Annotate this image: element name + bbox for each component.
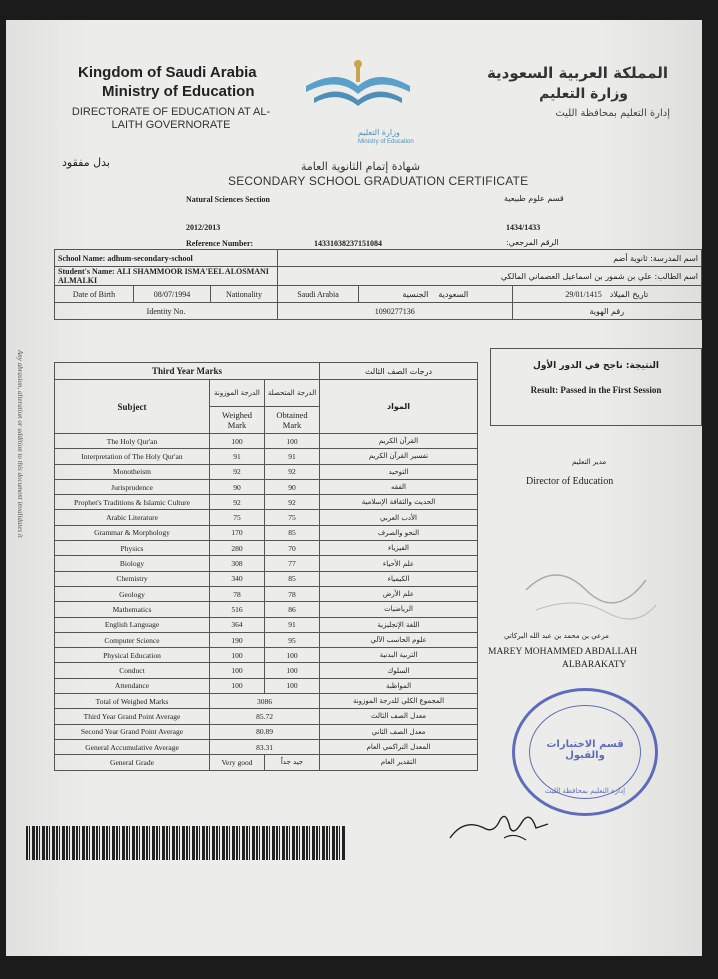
student-label: Student's Name: xyxy=(58,267,115,276)
student-name-ar: اسم الطالب: علي بن شمور بن اسماعيل العصماني المالكي xyxy=(278,267,702,286)
summary-row xyxy=(55,694,478,709)
subject-en: Physical Education xyxy=(55,648,210,663)
summary-label-en: Total of Weighed Marks xyxy=(55,694,210,709)
summary-value: 83.31 xyxy=(210,739,320,754)
subject-rows xyxy=(55,434,478,694)
director-title-ar: مدير التعليم xyxy=(572,458,607,466)
directorate-line1: DIRECTORATE OF EDUCATION AT AL- xyxy=(71,106,271,118)
subject-ar: الأدب العربي xyxy=(320,510,478,525)
weighed-mark: 92 xyxy=(210,495,265,510)
marks-table xyxy=(54,362,478,771)
side-note: Any abrasion, alteration or addition to this document invalidates it xyxy=(16,350,24,538)
weighed-mark: 340 xyxy=(210,571,265,586)
section-ar: قسم علوم طبيعية xyxy=(504,194,564,203)
summary-label-en: Second Year Grand Point Average xyxy=(55,724,210,739)
col-subject: Subject xyxy=(55,380,210,434)
weighed-mark: 91 xyxy=(210,449,265,464)
subject-row xyxy=(55,617,478,632)
obtained-mark: 100 xyxy=(265,434,320,449)
subject-ar: الحديث والثقافة الإسلامية xyxy=(320,495,478,510)
summary-label-ar: المعدل التراكمي العام xyxy=(320,739,478,754)
nationality-value-ar: السعودية xyxy=(438,289,469,299)
weighed-mark: 364 xyxy=(210,617,265,632)
subject-ar: علم الأرض xyxy=(320,586,478,601)
year-hijri: 1434/1433 xyxy=(506,223,541,232)
summary-row xyxy=(55,724,478,739)
weighed-mark: 90 xyxy=(210,479,265,494)
weighed-mark: 280 xyxy=(210,541,265,556)
obtained-mark: 100 xyxy=(265,678,320,693)
subject-row xyxy=(55,434,478,449)
obtained-mark: 78 xyxy=(265,586,320,601)
subject-en: Computer Science xyxy=(55,632,210,647)
obtained-mark: 90 xyxy=(265,479,320,494)
subject-en: English Language xyxy=(55,617,210,632)
subject-ar: السلوك xyxy=(320,663,478,678)
weighed-mark: 100 xyxy=(210,434,265,449)
obtained-mark: 100 xyxy=(265,648,320,663)
replacement-note: بدل مفقود xyxy=(62,156,110,169)
summary-row xyxy=(55,709,478,724)
summary-value: 3086 xyxy=(210,694,320,709)
dob-value: 08/07/1994 xyxy=(134,286,211,303)
subject-ar: علم الأحياء xyxy=(320,556,478,571)
weighed-mark: 92 xyxy=(210,464,265,479)
subject-en: Grammar & Morphology xyxy=(55,525,210,540)
marks-title-en: Third Year Marks xyxy=(55,363,320,380)
section-en: Natural Sciences Section xyxy=(186,195,270,204)
grade-value-ar: جيد جداً xyxy=(265,755,320,770)
result-ar: النتيجة: ناجح في الدور الأول xyxy=(533,361,659,371)
subject-en: Jurisprudence xyxy=(55,479,210,494)
subject-row xyxy=(55,586,478,601)
obtained-mark: 86 xyxy=(265,602,320,617)
marks-title-ar: درجات الصف الثالث xyxy=(320,363,478,380)
ministry-title-ar: وزارة التعليم xyxy=(539,86,628,102)
weighed-mark: 170 xyxy=(210,525,265,540)
subject-row xyxy=(55,495,478,510)
subject-ar: التوحيد xyxy=(320,464,478,479)
subject-en: Geology xyxy=(55,586,210,601)
subject-ar: اللغة الإنجليزية xyxy=(320,617,478,632)
director-name-en-line1: MAREY MOHAMMED ABDALLAH xyxy=(488,647,638,657)
summary-rows xyxy=(55,694,478,755)
subject-ar: التربية البدنية xyxy=(320,648,478,663)
subject-en: Interpretation of The Holy Qur'an xyxy=(55,449,210,464)
subject-row xyxy=(55,449,478,464)
reference-label-en: Reference Number: xyxy=(186,239,254,248)
subject-ar: الفيزياء xyxy=(320,541,478,556)
weighed-mark: 100 xyxy=(210,648,265,663)
identity-label: Identity No. xyxy=(55,303,278,320)
subject-row xyxy=(55,602,478,617)
grade-value: Very good xyxy=(210,755,265,770)
result-box xyxy=(490,348,702,426)
subject-en: Physics xyxy=(55,541,210,556)
summary-label-ar: المجموع الكلي للدرجة الموزونة xyxy=(320,694,478,709)
subject-row xyxy=(55,464,478,479)
dob-label-ar: تاريخ الميلاد xyxy=(609,289,649,299)
kingdom-title-ar: المملكة العربية السعودية xyxy=(486,64,668,82)
obtained-mark: 92 xyxy=(265,495,320,510)
subject-ar: النحو والصرف xyxy=(320,525,478,540)
director-name-ar: مرعي بن محمد بن عبد الله البركاتي xyxy=(504,632,609,640)
subject-en: Arabic Literature xyxy=(55,510,210,525)
subject-ar: الرياضيات xyxy=(320,602,478,617)
school-label: School Name: xyxy=(58,253,106,263)
subject-ar: الكيمياء xyxy=(320,571,478,586)
subject-row xyxy=(55,632,478,647)
weighed-mark: 75 xyxy=(210,510,265,525)
kingdom-title-en: Kingdom of Saudi Arabia xyxy=(78,64,257,81)
weighed-mark: 516 xyxy=(210,602,265,617)
subject-en: Biology xyxy=(55,556,210,571)
subject-row xyxy=(55,678,478,693)
ministry-title-en: Ministry of Education xyxy=(102,83,255,100)
nationality-value: Saudi Arabia xyxy=(278,286,359,303)
barcode-icon xyxy=(26,826,346,860)
signature-icon xyxy=(444,798,554,848)
student-value: ALI SHAMMOOR ISMA'EEL ALOSMANI ALMALKI xyxy=(58,267,269,285)
subject-row xyxy=(55,648,478,663)
col-weighed: Weighed Mark xyxy=(210,407,265,434)
logo-text-ar: وزارة التعليم xyxy=(358,128,400,137)
subject-ar: القرآن الكريم xyxy=(320,434,478,449)
nationality-label-ar: الجنسية xyxy=(402,289,429,299)
weighed-mark: 100 xyxy=(210,678,265,693)
subject-ar: تفسير القرآن الكريم xyxy=(320,449,478,464)
subject-en: Chemistry xyxy=(55,571,210,586)
subject-row xyxy=(55,510,478,525)
official-stamp-icon xyxy=(512,688,658,816)
school-name-cell xyxy=(55,250,278,267)
subject-row xyxy=(55,556,478,571)
subject-ar: علوم الحاسب الآلي xyxy=(320,632,478,647)
obtained-mark: 85 xyxy=(265,571,320,586)
grade-label: General Grade xyxy=(55,755,210,770)
obtained-mark: 85 xyxy=(265,525,320,540)
obtained-mark: 75 xyxy=(265,510,320,525)
weighed-mark: 100 xyxy=(210,663,265,678)
subject-row xyxy=(55,663,478,678)
director-title-en: Director of Education xyxy=(526,476,614,487)
weighed-mark: 190 xyxy=(210,632,265,647)
year-gregorian: 2012/2013 xyxy=(186,223,221,232)
student-name-cell xyxy=(55,267,278,286)
dob-hijri: 29/01/1415 xyxy=(565,289,602,299)
directorate-en xyxy=(56,106,286,132)
col-subject-ar: المواد xyxy=(320,380,478,434)
obtained-mark: 70 xyxy=(265,541,320,556)
logo-text-en: Ministry of Education xyxy=(358,139,414,145)
col-weighed-ar: الدرجة الموزونة xyxy=(210,380,265,407)
weighed-mark: 308 xyxy=(210,556,265,571)
obtained-mark: 91 xyxy=(265,617,320,632)
obtained-mark: 91 xyxy=(265,449,320,464)
grade-label-ar: التقدير العام xyxy=(320,755,478,770)
dob-hijri-cell xyxy=(512,286,701,303)
col-obtained: Obtained Mark xyxy=(265,407,320,434)
subject-row xyxy=(55,541,478,556)
reference-number: 14331038237151084 xyxy=(314,239,382,248)
dob-label: Date of Birth xyxy=(55,286,134,303)
summary-row xyxy=(55,739,478,754)
subject-ar: الفقه xyxy=(320,479,478,494)
nationality-cell-ar xyxy=(359,286,513,303)
subject-ar: المواظبة xyxy=(320,678,478,693)
directorate-ar: إدارة التعليم بمحافظة الليث xyxy=(555,108,670,119)
certificate-title-en: SECONDARY SCHOOL GRADUATION CERTIFICATE xyxy=(228,174,529,188)
summary-label-en: Third Year Grand Point Average xyxy=(55,709,210,724)
side-note-container xyxy=(12,350,24,710)
certificate-page xyxy=(6,20,702,956)
identity-label-ar: رقم الهوية xyxy=(512,303,701,320)
subject-en: The Holy Qur'an xyxy=(55,434,210,449)
obtained-mark: 92 xyxy=(265,464,320,479)
ministry-logo-icon xyxy=(298,56,418,126)
col-obtained-ar: الدرجة المتحصلة xyxy=(265,380,320,407)
stamp-line2: إدارة التعليم بمحافظة الليث xyxy=(544,787,626,795)
reference-label-ar: الرقم المرجعي: xyxy=(506,238,559,247)
nationality-label: Nationality xyxy=(211,286,278,303)
obtained-mark: 100 xyxy=(265,663,320,678)
subject-row xyxy=(55,479,478,494)
result-en: Result: Passed in the First Session xyxy=(530,385,662,395)
summary-label-ar: معدل الصف الثالث xyxy=(320,709,478,724)
director-name-en-line2: ALBARAKATY xyxy=(562,660,627,670)
summary-label-en: General Accumulative Average xyxy=(55,739,210,754)
weighed-mark: 78 xyxy=(210,586,265,601)
subject-en: Monotheism xyxy=(55,464,210,479)
subject-row xyxy=(55,525,478,540)
subject-en: Mathematics xyxy=(55,602,210,617)
summary-value: 85.72 xyxy=(210,709,320,724)
school-value: adhum-secondary-school xyxy=(107,253,193,263)
certificate-title-ar: شهادة إتمام الثانوية العامة xyxy=(301,160,421,173)
subject-en: Prophet's Traditions & Islamic Culture xyxy=(55,495,210,510)
summary-value: 80.89 xyxy=(210,724,320,739)
summary-label-ar: معدل الصف الثاني xyxy=(320,724,478,739)
school-name-ar: اسم المدرسة: ثانوية أضم xyxy=(278,250,702,267)
student-info-table xyxy=(54,249,702,320)
subject-en: Attendance xyxy=(55,678,210,693)
subject-en: Conduct xyxy=(55,663,210,678)
identity-value: 1090277136 xyxy=(278,303,513,320)
obtained-mark: 77 xyxy=(265,556,320,571)
subject-row xyxy=(55,571,478,586)
stamp-line1: قسم الاختبارات والقبول xyxy=(546,739,624,761)
directorate-line2: LAITH GOVERNORATE xyxy=(111,119,231,131)
signature-scribble-icon xyxy=(516,550,666,630)
obtained-mark: 95 xyxy=(265,632,320,647)
